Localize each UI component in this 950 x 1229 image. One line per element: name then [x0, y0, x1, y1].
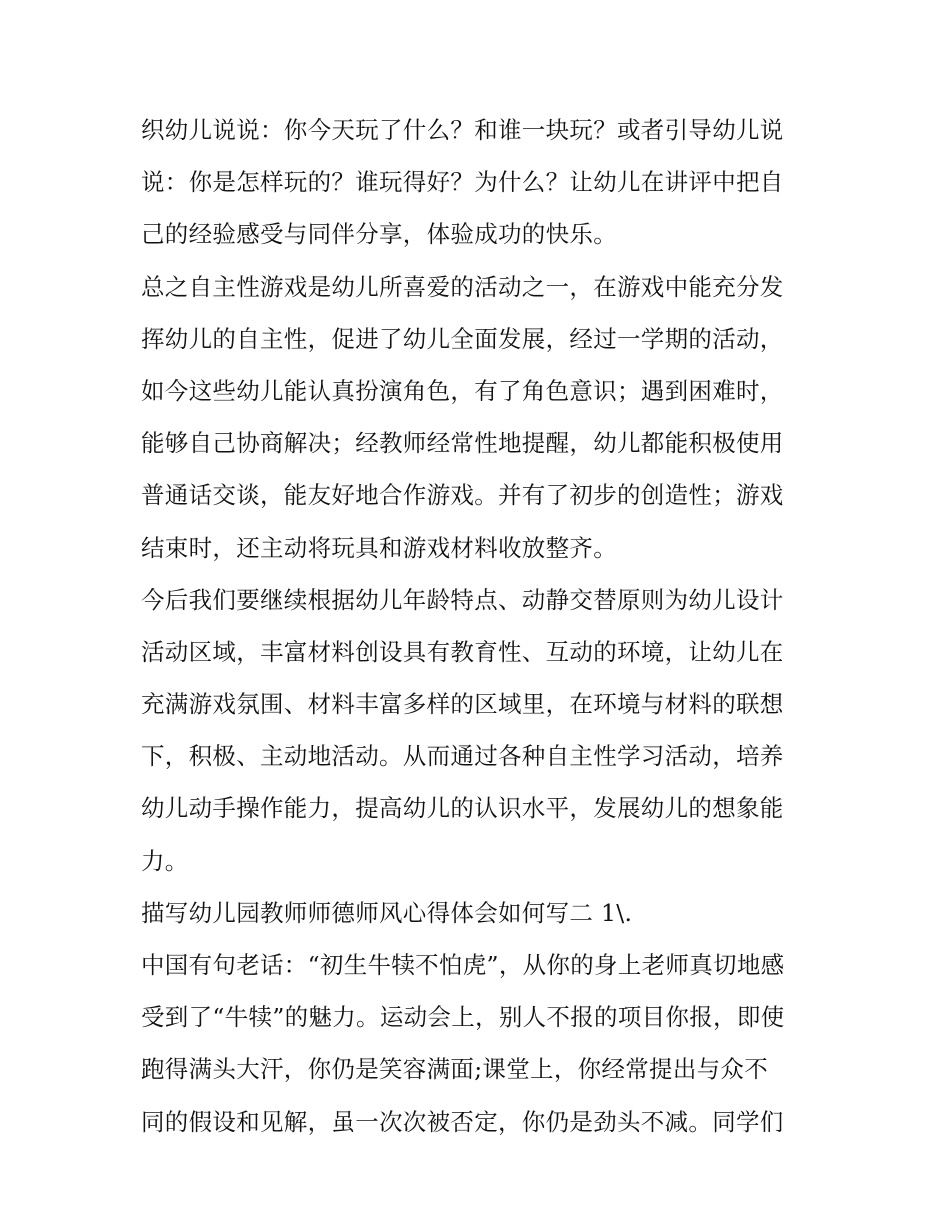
- section-heading: 描写幼儿园教师师德师风心得体会如何写二 1\.: [141, 898, 633, 927]
- document-page: [141, 104, 821, 1148]
- text-line: 能够自己协商解决；经教师经常性地提醒，幼儿都能积极使用: [141, 429, 784, 458]
- text-line: 结束时，还主动将玩具和游戏材料收放整齐。: [141, 533, 617, 562]
- text-line: 受到了“牛犊”的魅力。运动会上，别人不报的项目你报，即使: [141, 1003, 785, 1032]
- text-line: 今后我们要继续根据幼儿年龄特点、动静交替原则为幼儿设计: [141, 585, 784, 614]
- text-line: 说：你是怎样玩的？谁玩得好？为什么？让幼儿在讲评中把自: [141, 168, 784, 197]
- text-line: 普通话交谈，能友好地合作游戏。并有了初步的创造性；游戏: [141, 481, 784, 510]
- text-line: 跑得满头大汗，你仍是笑容满面;课堂上，你经常提出与众不: [141, 1055, 769, 1084]
- text-line: 总之自主性游戏是幼儿所喜爱的活动之一，在游戏中能充分发: [141, 272, 784, 301]
- text-line: 同的假设和见解，虽一次次被否定，你仍是劲头不减。同学们: [141, 1107, 784, 1136]
- text-line: 己的经验感受与同伴分享，体验成功的快乐。: [141, 220, 617, 249]
- text-line: 活动区域，丰富材料创设具有教育性、互动的环境，让幼儿在: [141, 637, 784, 666]
- text-line: 中国有句老话：“初生牛犊不怕虎”，从你的身上老师真切地感: [141, 951, 785, 979]
- text-line: 充满游戏氛围、材料丰富多样的区域里，在环境与材料的联想: [141, 690, 784, 719]
- text-line: 力。: [141, 846, 189, 875]
- text-line: 如今这些幼儿能认真扮演角色，有了角色意识；遇到困难时，: [141, 376, 784, 405]
- text-line: 织幼儿说说：你今天玩了什么？和谁一块玩？或者引导幼儿说: [141, 116, 784, 144]
- text-line: 幼儿动手操作能力，提高幼儿的认识水平，发展幼儿的想象能: [141, 794, 784, 823]
- text-line: 下，积极、主动地活动。从而通过各种自主性学习活动，培养: [141, 742, 784, 771]
- text-line: 挥幼儿的自主性，促进了幼儿全面发展，经过一学期的活动，: [141, 324, 784, 353]
